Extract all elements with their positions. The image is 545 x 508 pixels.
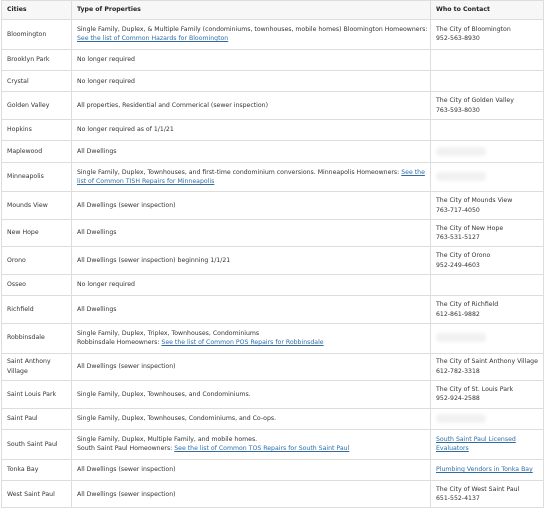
contact-name: The City of Bloomington — [436, 25, 511, 33]
contact-phone: 763-531-5127 — [436, 234, 480, 242]
table-row — [2, 323, 544, 353]
contact-cell — [431, 296, 544, 324]
city-cell: Bloomington — [2, 20, 72, 50]
property-type-cell — [72, 119, 431, 140]
contact-cell — [431, 480, 544, 508]
property-type-text: Single Family, Duplex, Multiple Family, and mobile homes. — [77, 435, 258, 443]
city-cell: Golden Valley — [2, 92, 72, 120]
table-row — [2, 119, 544, 140]
city-cell: Saint Paul — [2, 408, 72, 429]
table-row — [2, 274, 544, 295]
table-header-row — [2, 1, 544, 20]
property-type-text: All Dwellings — [77, 147, 117, 155]
property-type-text: All properties, Residential and Commerical (sewer inspection) — [77, 102, 269, 110]
redacted-contact — [436, 172, 486, 181]
property-type-cell — [72, 323, 431, 353]
contact-name: The City of Saint Anthony Village — [436, 358, 538, 366]
property-type-cell — [72, 353, 431, 381]
city-cell: Minneapolis — [2, 162, 72, 192]
city-cell: West Saint Paul — [2, 480, 72, 508]
property-type-text: All Dwellings (sewer inspection) beginning 1/1/21 — [77, 256, 231, 264]
redacted-contact — [436, 333, 486, 342]
common-repairs-link[interactable]: See the list of Common TOS Repairs for South Saint Paul — [174, 445, 350, 453]
contact-name: The City of West Saint Paul — [436, 485, 520, 493]
contact-phone: 952-924-2588 — [436, 395, 480, 403]
property-type-text: Single Family, Duplex, Townhouses, and first-time condominium conversions. Minneapolis Homeowners: — [77, 168, 402, 176]
contact-name: The City of New Hope — [436, 224, 504, 232]
city-cell: Brooklyn Park — [2, 49, 72, 70]
table-body — [2, 20, 544, 508]
contact-cell — [431, 49, 544, 70]
redacted-contact — [436, 147, 486, 156]
city-cell: Richfield — [2, 296, 72, 324]
contact-cell — [431, 20, 544, 50]
contact-cell — [431, 408, 544, 429]
header-cities: Cities — [2, 1, 72, 20]
table-row — [2, 381, 544, 409]
contact-phone: 952-249-4603 — [436, 261, 480, 269]
homeowners-text: South Saint Paul Homeowners: — [77, 445, 175, 453]
property-type-text: Single Family, Duplex, & Multiple Family (condominiums, townhouses, mobile homes) Bloomington Homeowners: — [77, 25, 428, 33]
table-row — [2, 353, 544, 381]
property-type-cell — [72, 162, 431, 192]
contact-cell — [431, 71, 544, 92]
property-type-text: Single Family, Duplex, Triplex, Townhouses, Condominiums — [77, 329, 260, 337]
property-type-cell — [72, 219, 431, 247]
contact-phone: 763-593-8030 — [436, 106, 480, 114]
table-row — [2, 49, 544, 70]
city-cell: Maplewood — [2, 141, 72, 162]
common-repairs-link[interactable]: See the list of Common POS Repairs for Robbinsdale — [161, 339, 324, 347]
table-row — [2, 296, 544, 324]
common-repairs-link[interactable]: See the list of Common TISH Repairs for Minneapolis — [77, 168, 425, 186]
property-type-cell — [72, 247, 431, 275]
contact-cell — [431, 119, 544, 140]
property-type-cell — [72, 20, 431, 50]
city-cell: South Saint Paul — [2, 429, 72, 459]
contact-cell — [431, 162, 544, 192]
city-cell: Hopkins — [2, 119, 72, 140]
table-row — [2, 162, 544, 192]
property-type-cell — [72, 274, 431, 295]
homeowners-text: Robbinsdale Homeowners: — [77, 339, 162, 347]
city-cell: Orono — [2, 247, 72, 275]
property-type-text: All Dwellings — [77, 305, 117, 313]
contact-name: The City of Orono — [436, 252, 491, 260]
property-type-cell — [72, 92, 431, 120]
table-row — [2, 408, 544, 429]
contact-cell — [431, 429, 544, 459]
contact-cell — [431, 274, 544, 295]
table-row — [2, 20, 544, 50]
redacted-contact — [436, 414, 486, 423]
property-type-cell — [72, 429, 431, 459]
property-type-cell — [72, 296, 431, 324]
property-type-text: Single Family, Duplex, Townhouses, and Condominiums. — [77, 390, 251, 398]
city-cell: Robbinsdale — [2, 323, 72, 353]
contact-cell — [431, 247, 544, 275]
contact-name: The City of Mounds View — [436, 197, 513, 205]
property-type-cell — [72, 381, 431, 409]
contact-phone: 612-782-3318 — [436, 367, 480, 375]
contact-cell — [431, 353, 544, 381]
header-type-of-properties: Type of Properties — [72, 1, 431, 20]
property-type-cell — [72, 192, 431, 220]
table-row — [2, 71, 544, 92]
property-type-text: Single Family, Duplex, Townhouses, Condominiums, and Co-ops. — [77, 415, 277, 422]
table-row — [2, 192, 544, 220]
property-type-cell — [72, 408, 431, 429]
table-row — [2, 480, 544, 508]
contact-cell — [431, 141, 544, 162]
contact-cell — [431, 381, 544, 409]
table-row — [2, 459, 544, 480]
contact-name: The City of St. Louis Park — [436, 385, 514, 393]
contact-phone: 763-717-4050 — [436, 206, 480, 214]
contact-link[interactable]: Plumbing Vendors in Tonka Bay — [436, 466, 533, 474]
contact-name: The City of Golden Valley — [436, 97, 514, 105]
table-row — [2, 92, 544, 120]
property-type-text: All Dwellings (sewer inspection) — [77, 466, 176, 474]
city-cell: Tonka Bay — [2, 459, 72, 480]
city-cell: Mounds View — [2, 192, 72, 220]
table-row — [2, 429, 544, 459]
property-type-cell — [72, 480, 431, 508]
city-cell: Saint Anthony Village — [2, 353, 72, 381]
city-cell: Saint Louis Park — [2, 381, 72, 409]
contact-phone: 952-563-8930 — [436, 35, 480, 43]
property-type-cell — [72, 49, 431, 70]
property-type-cell — [72, 141, 431, 162]
contact-cell — [431, 192, 544, 220]
property-type-text: All Dwellings (sewer inspection) — [77, 201, 176, 209]
property-type-text: No longer required — [77, 281, 135, 289]
contact-phone: 612-861-9882 — [436, 310, 480, 318]
contact-link[interactable]: South Saint Paul Licensed Evaluators — [436, 435, 516, 453]
property-type-text: All Dwellings — [77, 229, 117, 237]
property-type-cell — [72, 459, 431, 480]
property-type-text: No longer required — [77, 56, 135, 64]
table-row — [2, 141, 544, 162]
property-type-text: No longer required as of 1/1/21 — [77, 126, 174, 134]
city-cell: Crystal — [2, 71, 72, 92]
contact-name: The City of Richfield — [436, 301, 499, 309]
header-who-to-contact: Who to Contact — [431, 1, 544, 20]
table-row — [2, 247, 544, 275]
city-cell: New Hope — [2, 219, 72, 247]
property-type-text: No longer required — [77, 77, 135, 85]
contact-cell — [431, 323, 544, 353]
contact-phone: 651-552-4137 — [436, 495, 480, 503]
table-container — [1, 0, 543, 508]
contact-cell — [431, 459, 544, 480]
property-type-cell — [72, 71, 431, 92]
city-cell: Osseo — [2, 274, 72, 295]
table-row — [2, 219, 544, 247]
contact-cell — [431, 219, 544, 247]
property-type-text: All Dwellings (sewer inspection) — [77, 490, 176, 498]
inspection-requirements-table — [1, 0, 544, 508]
contact-cell — [431, 92, 544, 120]
property-type-text: All Dwellings (sewer inspection) — [77, 363, 176, 371]
common-repairs-link[interactable]: See the list of Common Hazards for Bloomington — [77, 35, 229, 43]
